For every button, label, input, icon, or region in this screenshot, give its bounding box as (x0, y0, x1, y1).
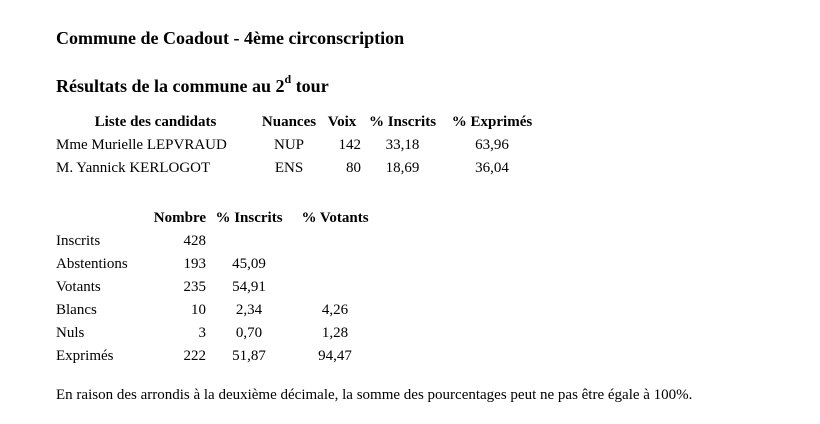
candidates-table (56, 111, 540, 180)
stats-nombre: 222 (183, 348, 206, 364)
page-title: Commune de Coadout - 4ème circonscription (56, 28, 405, 48)
candidates-header-row (56, 111, 540, 134)
candidate-voix: 142 (338, 137, 361, 153)
stats-row (56, 253, 378, 276)
stats-label: Nuls (56, 325, 85, 341)
candidate-row (56, 134, 540, 157)
stats-nombre: 235 (183, 279, 206, 295)
stats-header-row (56, 207, 378, 230)
header-voix: Voix (327, 114, 357, 130)
results-heading-suffix: tour (291, 76, 329, 96)
stats-pct-votants: 4,26 (321, 302, 349, 318)
stats-row (56, 299, 378, 322)
header-nuances: Nuances (261, 114, 317, 130)
participation-table (56, 207, 378, 368)
results-heading (56, 72, 329, 97)
candidate-pct-exprimes: 63,96 (475, 137, 509, 153)
stats-nombre: 10 (191, 302, 206, 318)
stats-pct-inscrits: 45,09 (232, 256, 266, 272)
stats-pct-inscrits: 0,70 (235, 325, 263, 341)
candidate-pct-inscrits: 18,69 (385, 160, 420, 176)
candidate-pct-inscrits: 33,18 (385, 137, 420, 153)
stats-pct-inscrits: 54,91 (232, 279, 266, 295)
header-candidats: Liste des candidats (94, 114, 217, 130)
results-heading-prefix: Résultats de la commune au 2 (56, 76, 285, 96)
rounding-note: En raison des arrondis à la deuxième décimale, la somme des pourcentages peut ne pas être égale à 100%. (56, 387, 693, 403)
candidate-name: Mme Murielle LEPVRAUD (56, 137, 227, 153)
candidate-pct-exprimes: 36,04 (475, 160, 509, 176)
candidate-row (56, 157, 540, 180)
stats-label: Abstentions (56, 256, 128, 272)
stats-header-blank (56, 207, 142, 230)
stats-pct-votants (292, 276, 378, 299)
header-pct-inscrits: % Inscrits (368, 114, 437, 130)
header-nombre: Nombre (153, 210, 206, 226)
candidate-nuance: ENS (274, 160, 304, 176)
stats-pct-inscrits: 51,87 (232, 348, 266, 364)
candidate-name: M. Yannick KERLOGOT (56, 160, 211, 176)
stats-pct-votants (292, 253, 378, 276)
stats-label: Inscrits (56, 233, 101, 249)
stats-row (56, 230, 378, 253)
stats-label: Blancs (56, 302, 97, 318)
stats-pct-votants: 1,28 (321, 325, 349, 341)
results-heading-sup: d (284, 72, 292, 86)
stats-row (56, 345, 378, 368)
header-pct-votants: % Votants (301, 210, 369, 226)
stats-pct-inscrits: 2,34 (235, 302, 263, 318)
stats-row (56, 276, 378, 299)
stats-nombre: 193 (183, 256, 206, 272)
candidate-voix: 80 (346, 160, 361, 176)
stats-label: Exprimés (56, 348, 114, 364)
stats-row (56, 322, 378, 345)
stats-label: Votants (56, 279, 101, 295)
stats-nombre: 428 (183, 233, 206, 249)
header-pct-exprimes: % Exprimés (451, 114, 533, 130)
header-stats-pct-inscrits: % Inscrits (215, 210, 283, 226)
stats-pct-votants (292, 230, 378, 253)
stats-pct-inscrits (206, 230, 292, 253)
stats-nombre: 3 (198, 325, 206, 341)
candidate-nuance: NUP (273, 137, 304, 153)
stats-pct-votants: 94,47 (318, 348, 352, 364)
